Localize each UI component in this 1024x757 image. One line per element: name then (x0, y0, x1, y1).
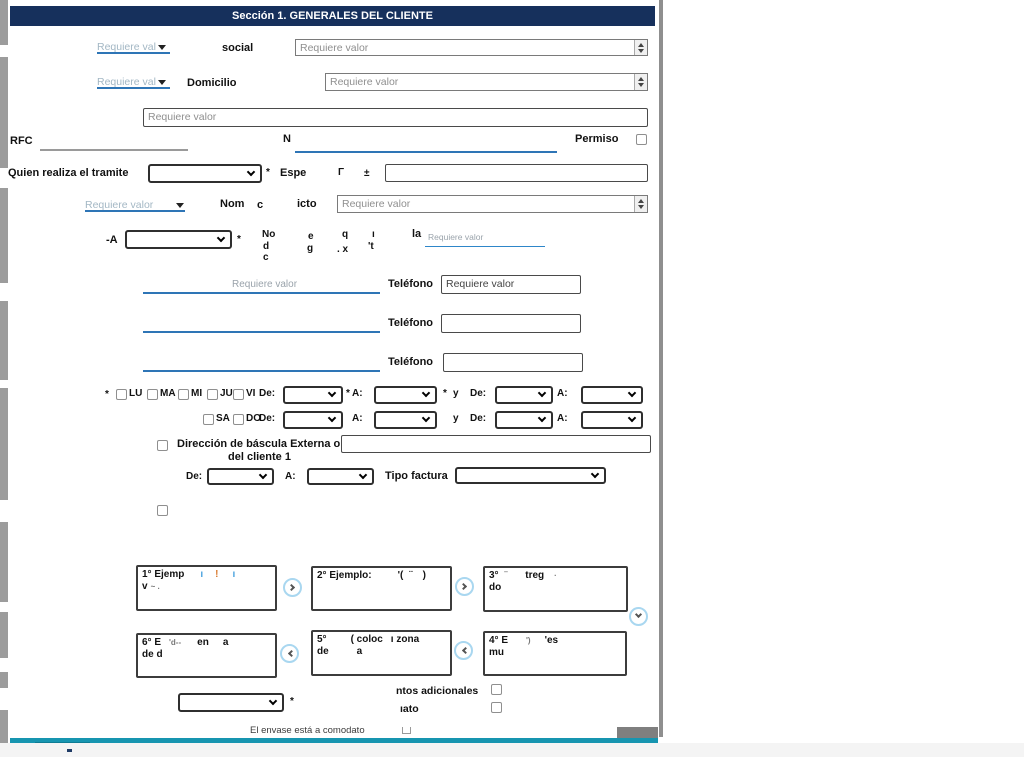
border-notch (0, 380, 8, 388)
dropdown-2-underline (97, 87, 170, 89)
y-label: y (453, 413, 459, 424)
box4-mark: ') (526, 636, 531, 645)
required-asterisk: * (443, 388, 447, 399)
rfc-input-underline[interactable] (40, 149, 188, 151)
comodato-checkbox[interactable] (402, 727, 411, 734)
contacto-label-fragment: icto (297, 198, 317, 210)
label-fragment: d (263, 241, 270, 252)
label-fragment: Γ (338, 167, 345, 178)
box1-mark: ! (215, 569, 219, 580)
day-checkbox-do[interactable] (233, 414, 244, 425)
chevron-down-icon[interactable] (176, 203, 184, 208)
carousel-prev-button-1[interactable] (280, 644, 299, 663)
day-checkbox-sa[interactable] (203, 414, 214, 425)
a-label: A: (352, 413, 363, 424)
bascula-checkbox[interactable] (157, 440, 168, 451)
day-label-sa: SA (216, 413, 230, 424)
chevron-down-icon (635, 611, 642, 618)
chevron-down-icon (422, 389, 430, 397)
factura-to-select[interactable] (307, 468, 374, 485)
day-checkbox-ma[interactable] (147, 389, 158, 400)
box6-mark: a (222, 637, 229, 648)
required-asterisk: * (105, 389, 109, 400)
telefono-label-3: Teléfono (388, 356, 434, 368)
right-window-border (659, 0, 663, 737)
tipo-factura-select[interactable] (455, 467, 606, 484)
schedule3-to-select[interactable] (374, 411, 437, 429)
example-box-2 (311, 566, 452, 611)
telefono-input-1-value: Requiere valor (446, 278, 515, 290)
day-label-vi: VI (246, 388, 256, 399)
required-asterisk: * (290, 696, 294, 707)
social-combobox-placeholder: Requiere valor (300, 42, 369, 54)
required-asterisk: * (237, 234, 241, 245)
domicilio-label: Domicilio (187, 77, 237, 89)
de-label: De: (259, 388, 276, 399)
required-asterisk: * (266, 167, 270, 178)
contacto-label-fragment: Nom (220, 198, 245, 210)
box1-text2: v (142, 581, 148, 592)
de-label: De: (470, 413, 487, 424)
box1-mark: ı (200, 569, 204, 580)
border-notch (0, 500, 8, 522)
carousel-next-button-1[interactable] (283, 578, 302, 597)
contacto-combobox[interactable] (337, 195, 648, 213)
box6-mark: en (197, 637, 209, 648)
spinner-control[interactable] (634, 196, 647, 212)
schedule2-from-select[interactable] (495, 386, 553, 404)
domicilio-combobox-placeholder: Requiere valor (330, 76, 399, 88)
row15-checkbox[interactable] (157, 505, 168, 516)
day-label-mi: MI (191, 388, 203, 399)
example-box-5 (311, 630, 452, 676)
bottom-strip (0, 743, 1024, 757)
schedule1-from-select[interactable] (283, 386, 343, 404)
chevron-down-icon (247, 167, 255, 175)
telefono-input-1[interactable] (441, 275, 581, 294)
spinner-up-icon[interactable] (638, 199, 644, 203)
bascula-label-line1: Dirección de báscula Externa o (177, 438, 341, 450)
contact-name-underline-2[interactable] (143, 331, 380, 333)
chevron-down-icon (628, 389, 636, 397)
schedule1-to-select[interactable] (374, 386, 437, 404)
dropdown-2-value[interactable]: Requiere val (97, 76, 156, 88)
section-title: Sección 1. GENERALES DEL CLIENTE (232, 10, 433, 22)
box4-text: 4° E (489, 635, 509, 646)
bascula-input[interactable] (341, 435, 651, 453)
a-label: A: (285, 471, 296, 482)
y-label: y (453, 388, 459, 399)
chevron-down-icon (538, 414, 546, 422)
label-fragment: q (342, 229, 349, 240)
a-label: A: (352, 388, 363, 399)
schedule4-to-select[interactable] (581, 411, 643, 429)
chevron-down-icon (591, 469, 599, 477)
day-checkbox-mi[interactable] (178, 389, 189, 400)
chevron-right-icon (460, 583, 467, 590)
example-box-4 (483, 631, 627, 676)
chevron-down-icon (359, 470, 367, 478)
day-checkbox-lu[interactable] (116, 389, 127, 400)
row7-input-placeholder: Requiere valor (428, 232, 484, 242)
chevron-left-icon (288, 650, 295, 657)
box3-mark: treg (525, 570, 545, 581)
box3-text2: do (489, 582, 502, 593)
box5-text2: de (317, 646, 329, 657)
box5-mark: a (356, 646, 363, 657)
box1-text: 1° Ejemp (142, 569, 185, 580)
especifique-input[interactable] (385, 164, 648, 182)
example-box-3 (483, 566, 628, 612)
box2-mark: '( (397, 570, 404, 581)
social-combobox[interactable] (295, 39, 648, 56)
section-header (10, 6, 655, 26)
spinner-down-icon[interactable] (638, 49, 644, 53)
box5-mark: ( coloc (350, 634, 383, 645)
bottom-select[interactable] (178, 693, 284, 712)
numero-input-underline[interactable] (295, 151, 557, 153)
spinner-up-icon[interactable] (638, 43, 644, 47)
dropdown-1-value[interactable]: Requiere val (97, 41, 156, 53)
permiso-label: Permiso (575, 133, 619, 145)
carousel-prev-button-2[interactable] (454, 641, 473, 660)
label-fragment: ± (364, 168, 370, 179)
box2-mark: ) (422, 570, 426, 581)
box5-mark: ı zona (390, 634, 420, 645)
label-fragment: -A (106, 234, 118, 246)
border-notch (0, 602, 8, 612)
bascula-label-line2: del cliente 1 (228, 451, 291, 463)
rfc-label: RFC (10, 135, 33, 147)
box6-mark: 'd-- (169, 638, 182, 647)
comodato-label: El envase está a comodato (250, 725, 365, 736)
tipo-factura-label: Tipo factura (385, 470, 448, 482)
day-label-ma: MA (160, 388, 176, 399)
artifact-mark (67, 749, 72, 752)
box4-text2: mu (489, 647, 504, 658)
box6-text: 6° E (142, 637, 162, 648)
chevron-right-icon (288, 584, 295, 591)
border-notch (0, 45, 8, 57)
box6-text2: de d (142, 649, 163, 660)
factura-from-select[interactable] (207, 468, 274, 485)
spinner-down-icon[interactable] (638, 205, 644, 209)
border-notch (0, 658, 8, 672)
row7-select[interactable] (125, 230, 232, 249)
adicionales-checkbox[interactable] (491, 684, 502, 695)
chevron-left-icon (462, 647, 469, 654)
direccion-input-placeholder: Requiere valor (148, 111, 217, 123)
left-window-border (0, 0, 8, 743)
box4-mark: 'es (544, 635, 559, 646)
de-label: De: (186, 471, 203, 482)
box3-mark: · (554, 571, 557, 580)
especifique-label-fragment: Espe (280, 167, 307, 179)
a-label: A: (557, 413, 568, 424)
example-box-1 (136, 565, 277, 611)
chevron-down-icon[interactable] (158, 45, 166, 50)
label-fragment: 't (368, 241, 374, 252)
contact-name-underline-3[interactable] (143, 370, 380, 372)
chevron-down-icon (538, 389, 546, 397)
domicilio-combobox[interactable] (325, 73, 648, 91)
schedule3-from-select[interactable] (283, 411, 343, 429)
contacto-label-fragment: c (257, 199, 264, 211)
day-label-ju: JU (220, 388, 233, 399)
label-fragment: e (308, 231, 314, 242)
chevron-down-icon (422, 414, 430, 422)
dropdown-3-underline (85, 210, 185, 212)
social-label: social (222, 42, 254, 54)
example-box-6 (136, 633, 277, 678)
day-checkbox-vi[interactable] (233, 389, 244, 400)
de-label: De: (259, 413, 276, 424)
box2-mark: ¨ (409, 570, 413, 581)
label-fragment: c (263, 252, 269, 263)
box5-text: 5° (317, 634, 327, 645)
de-label: De: (470, 388, 487, 399)
border-notch (0, 283, 8, 301)
dropdown-1-underline (97, 52, 170, 54)
day-checkbox-ju[interactable] (207, 389, 218, 400)
day-label-lu: LU (129, 388, 143, 399)
label-fragment: la (412, 228, 422, 240)
chevron-down-icon[interactable] (158, 80, 166, 85)
chevron-down-icon (628, 414, 636, 422)
contact-name-underline-1[interactable] (143, 292, 380, 294)
label-fragment: ı (372, 229, 375, 240)
adicionales-label-fragment: ntos adicionales (396, 685, 479, 697)
spinner-control[interactable] (634, 74, 647, 90)
label-fragment: No (262, 229, 276, 240)
spinner-down-icon[interactable] (638, 83, 644, 87)
iato-checkbox[interactable] (491, 702, 502, 713)
box1-mark: ı (232, 569, 236, 580)
quien-realiza-label: Quien realiza el tramite (8, 167, 129, 179)
box1-mark: ~ . (150, 582, 160, 591)
label-fragment: . x (337, 244, 349, 255)
carousel-next-button-2[interactable] (455, 577, 474, 596)
carousel-down-button[interactable] (629, 607, 648, 626)
spinner-up-icon[interactable] (638, 77, 644, 81)
permiso-checkbox[interactable] (636, 134, 647, 145)
row7-input-underline[interactable] (425, 246, 545, 247)
dropdown-3-value[interactable]: Requiere valor (85, 199, 154, 211)
chevron-down-icon (328, 389, 336, 397)
contacto-combobox-placeholder: Requiere valor (342, 198, 411, 210)
day-label-do: DO (246, 413, 261, 424)
chevron-down-icon (328, 414, 336, 422)
schedule2-to-select[interactable] (581, 386, 643, 404)
telefono-input-3[interactable] (443, 353, 583, 372)
telefono-label-2: Teléfono (388, 317, 434, 329)
label-fragment: g (307, 243, 314, 254)
numero-label: N (283, 133, 291, 145)
chevron-down-icon (217, 233, 225, 241)
telefono-label-1: Teléfono (388, 278, 434, 290)
contact-name-placeholder: Requiere valor (232, 279, 298, 290)
box2-text: 2° Ejemplo: (317, 570, 372, 581)
border-notch (0, 168, 8, 188)
box3-mark: ‾ (504, 571, 508, 580)
spinner-control[interactable] (634, 40, 647, 55)
chevron-down-icon (269, 696, 277, 704)
border-notch (0, 688, 8, 710)
box3-text: 3° (489, 570, 499, 581)
iato-label-fragment: ıato (400, 703, 419, 715)
quien-realiza-select[interactable] (148, 164, 262, 183)
required-asterisk: * (346, 388, 350, 399)
schedule4-from-select[interactable] (495, 411, 553, 429)
a-label: A: (557, 388, 568, 399)
telefono-input-2[interactable] (441, 314, 581, 333)
direccion-input[interactable] (143, 108, 648, 127)
chevron-down-icon (259, 470, 267, 478)
